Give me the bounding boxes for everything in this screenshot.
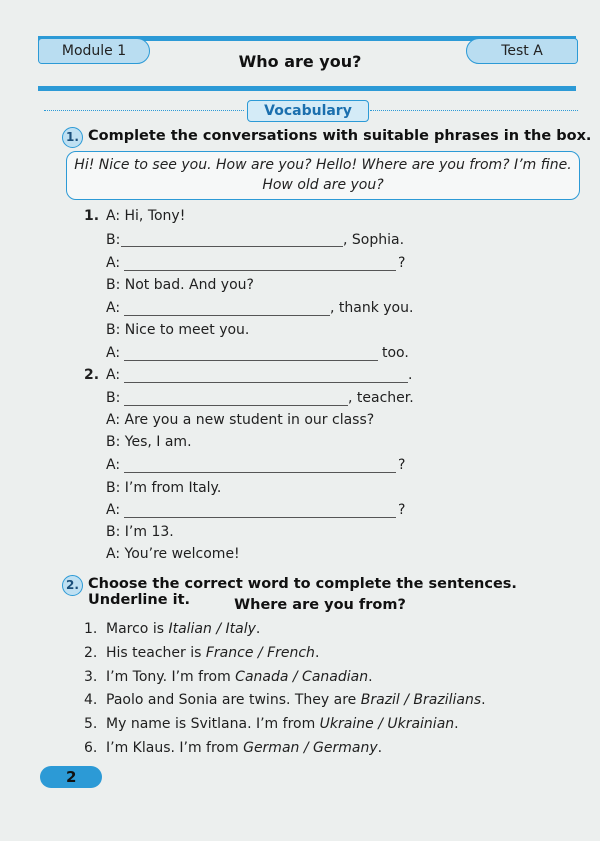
dialogue1-line1: A: Hi, Tony! (106, 208, 186, 224)
dialogue1-line5-end: , thank you. (330, 300, 414, 316)
task2-item-end: . (377, 740, 383, 756)
dialogue1-blank4[interactable] (124, 360, 378, 361)
task2-item-text: I’m Klaus. I’m from (106, 740, 244, 756)
section-label: Vocabulary (247, 100, 369, 122)
task2-item-end: . (314, 644, 320, 661)
task2-item (84, 740, 382, 756)
task2-item-options[interactable]: German / Germany (243, 740, 378, 756)
phrase-box-line1: Hi! Nice to see you. How are you? Hello! Where are you from? I’m fine. (74, 157, 572, 173)
dialogue2-blank3[interactable] (124, 472, 396, 473)
dialogue2-number: 2. (84, 367, 100, 383)
task2-item-options[interactable]: Ukraine / Ukrainian (319, 716, 455, 733)
page-number: 2 (40, 766, 102, 788)
task2-item-text: My name is Svitlana. I’m from (106, 716, 320, 733)
task2-item-text: Marco is (106, 621, 169, 637)
task2-item-options[interactable]: France / French (205, 644, 315, 661)
task1-instruction: Complete the conversations with suitable phrases in the box. (88, 128, 592, 144)
task2-item-text: His teacher is (106, 644, 206, 661)
dialogue1-line3-speaker: A: (106, 255, 121, 271)
task2-item-end: . (255, 621, 261, 637)
dialogue2-line2-end: , teacher. (348, 390, 414, 406)
task2-item-number: 5. (84, 716, 98, 733)
dialogue1-blank3[interactable] (124, 315, 330, 316)
task2-item-end: . (368, 668, 373, 685)
task2-item-number: 2. (84, 644, 98, 661)
dialogue1-blank1[interactable] (121, 246, 343, 247)
dialogue2-blank2[interactable] (124, 405, 348, 406)
dialogue2-line1-speaker: A: (106, 367, 121, 383)
dialogue1-line5-speaker: A: (106, 300, 121, 316)
phrase-box-line2: How old are you? (262, 177, 384, 193)
task2-item-options[interactable]: Canada / Canadian (235, 668, 369, 685)
dialogue2-line4: B: Yes, I am. (106, 434, 192, 450)
dialogue1-line7-end: too. (382, 345, 409, 361)
test-tag: Test A (466, 38, 578, 64)
dialogue2-blank1[interactable] (124, 382, 408, 383)
dialogue1-line2-speaker: B: (106, 232, 121, 248)
dialogue2-blank4[interactable] (124, 517, 396, 518)
task2-item-number: 4. (84, 692, 98, 709)
dialogue2-line7-end: ? (398, 502, 406, 518)
task2-item-end: . (454, 716, 459, 733)
dialogue2-line1-end: . (408, 367, 413, 383)
dialogue1-line4: B: Not bad. And you? (106, 277, 254, 293)
task1-number-badge: 1. (62, 127, 83, 148)
dialogue1-blank2[interactable] (124, 270, 396, 271)
phrase-box (66, 151, 580, 200)
task2-item-number: 6. (84, 740, 98, 756)
dialogue2-line5-speaker: A: (106, 457, 121, 473)
task2-item (84, 716, 459, 732)
header-bottom-rule (38, 86, 576, 91)
section-divider-right (370, 110, 578, 111)
dialogue2-line6: B: I’m from Italy. (106, 480, 222, 496)
task2-item-text: I’m Tony. I’m from (106, 668, 236, 685)
task2-number-badge: 2. (62, 575, 83, 596)
dialogue2-line9: A: You’re welcome! (106, 546, 240, 562)
dialogue1-line6: B: Nice to meet you. (106, 322, 250, 338)
dialogue2-line8: B: I’m 13. (106, 524, 174, 540)
dialogue2-line2-speaker: B: (106, 390, 121, 406)
task2-item (84, 692, 486, 708)
dialogue2-line7-speaker: A: (106, 502, 121, 518)
task2-item (84, 621, 260, 637)
task2-subtitle: Where are you from? (234, 597, 406, 613)
task2-instruction: Choose the correct word to complete the sentences. Underline it. (88, 576, 517, 608)
module-tag: Module 1 (38, 38, 150, 64)
task2-item-options[interactable]: Italian / Italy (168, 621, 256, 637)
task2-item-number: 3. (84, 668, 98, 685)
dialogue1-line3-end: ? (398, 255, 406, 271)
dialogue2-line5-end: ? (398, 457, 406, 473)
task2-item-options[interactable]: Brazil / Brazilians (360, 692, 482, 709)
dialogue2-line3: A: Are you a new student in our class? (106, 412, 375, 428)
task2-item-number: 1. (84, 621, 98, 637)
dialogue1-line7-speaker: A: (106, 345, 121, 361)
task2-item (84, 645, 319, 661)
section-divider-left (44, 110, 244, 111)
task2-item (84, 669, 373, 685)
task2-item-end: . (481, 692, 486, 709)
dialogue1-line2-end: , Sophia. (343, 232, 405, 248)
page-title: Who are you? (238, 52, 362, 71)
dialogue1-number: 1. (84, 208, 100, 224)
task2-item-text: Paolo and Sonia are twins. They are (106, 692, 361, 709)
